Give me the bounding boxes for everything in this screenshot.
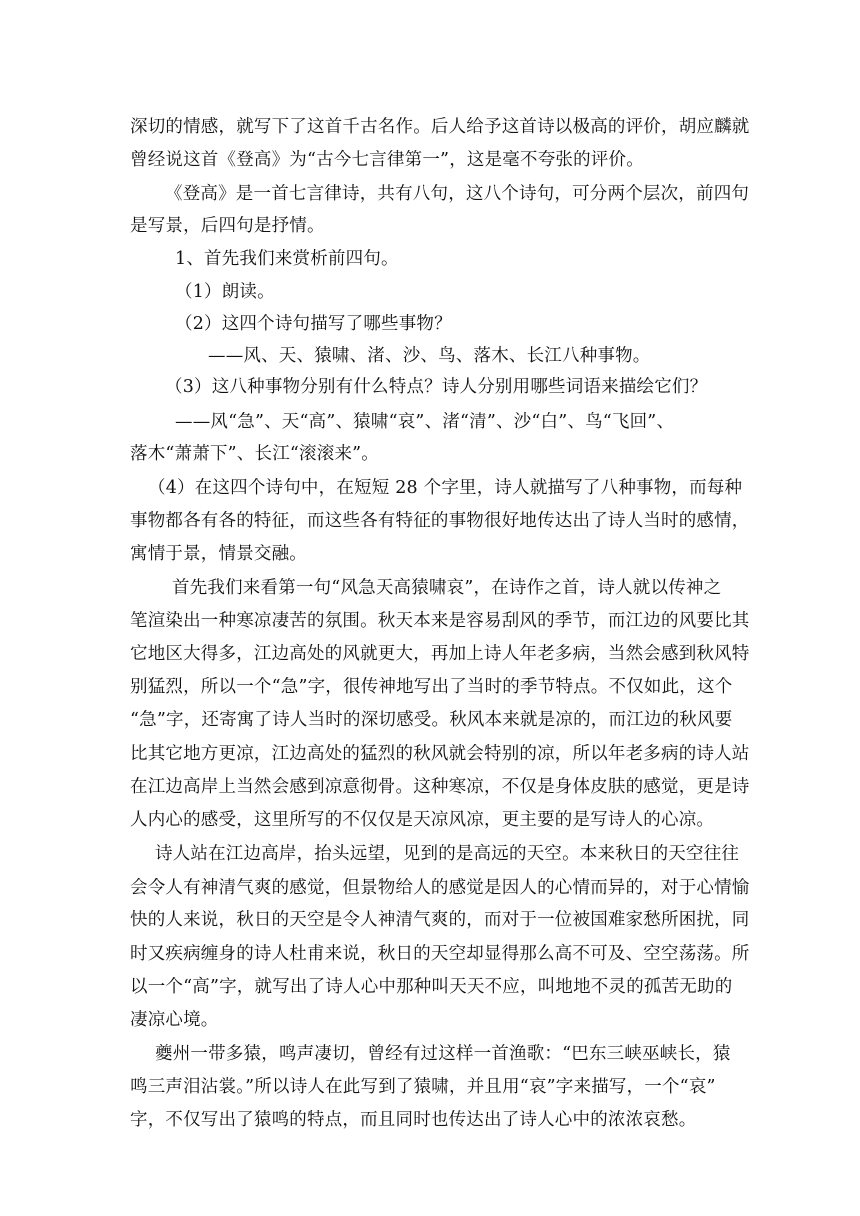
text-line: 人内心的感受，这里所写的不仅仅是天凉风凉，更主要的是写诗人的心凉。 — [130, 810, 715, 830]
text-line: 夔州一带多猿，鸣声凄切，曾经有过这样一首渔歌：“巴东三峡巫峡长，猿 — [155, 1044, 731, 1064]
text-line: 事物都各有各的特征，而这些各有特征的事物很好地传达出了诗人当时的感情， — [130, 511, 750, 531]
text-line: 会令人有神清气爽的感觉，但景物给人的感觉是因人的心情而异的，对于心情愉 — [130, 878, 750, 898]
text-line: 鸣三声泪沾裳。”所以诗人在此写到了猿啸，并且用“哀”字来描写，一个“哀” — [130, 1077, 716, 1097]
list-item: （4）在这四个诗句中，在短短 28 个字里，诗人就描写了八种事物，而每种 — [148, 478, 743, 498]
text-line: 在江边高岸上当然会感到凉意彻骨。这种寒凉，不仅是身体皮肤的感觉，更是诗 — [130, 777, 750, 797]
text-line: 深切的情感，就写下了这首千古名作。后人给予这首诗以极高的评价，胡应麟就 — [130, 117, 750, 137]
text-line: 字，不仅写出了猿鸣的特点，而且同时也传达出了诗人心中的浓浓哀愁。 — [130, 1110, 697, 1130]
text-line: 它地区大得多，江边高处的风就更大，再加上诗人年老多病，当然会感到秋风特 — [130, 644, 750, 664]
text-line: 凄凉心境。 — [130, 1010, 219, 1030]
text-line: 寓情于景，情景交融。 — [130, 544, 307, 564]
text-line: “急”字，还寄寓了诗人当时的深切感受。秋风本来就是凉的，而江边的秋风要 — [130, 710, 733, 730]
text-line: 首先我们来看第一句“风急天高猿啸哀”，在诗作之首，诗人就以传神之 — [172, 578, 722, 598]
text-line: 曾经说这首《登高》为“古今七言律第一”，这是毫不夸张的评价。 — [130, 150, 644, 170]
list-item: （2）这四个诗句描写了哪些事物？ — [175, 314, 452, 334]
list-heading: 1、首先我们来赏析前四句。 — [175, 249, 399, 269]
text-line: 以一个“高”字，就写出了诗人心中那种叫天天不应，叫地地不灵的孤苦无助的 — [130, 977, 733, 997]
answer-line: ——风、天、猿啸、渚、沙、鸟、落木、长江八种事物。 — [208, 346, 651, 366]
text-line: 笔渲染出一种寒凉凄苦的氛围。秋天本来是容易刮风的季节，而江边的风要比其 — [130, 611, 750, 631]
text-line: 比其它地方更凉，江边高处的猛烈的秋风就会特别的凉，所以年老多病的诗人站 — [130, 744, 750, 764]
list-item: （1）朗读。 — [175, 282, 275, 302]
text-line: 时又疾病缠身的诗人杜甫来说，秋日的天空却显得那么高不可及、空空荡荡。所 — [130, 944, 750, 964]
answer-line: 落木“萧萧下”、长江“滚滚来”。 — [130, 444, 379, 464]
answer-line: ——风“急”、天“高”、猿啸“哀”、渚“清”、沙“白”、鸟“飞回”、 — [175, 412, 675, 432]
text-line: 别猛烈，所以一个“急”字，很传神地写出了当时的季节特点。不仅如此，这个 — [130, 677, 733, 697]
text-line: 诗人站在江边高岸，抬头远望，见到的是高远的天空。本来秋日的天空往往 — [155, 844, 740, 864]
list-item: （3）这八种事物分别有什么特点？诗人分别用哪些词语来描绘它们？ — [165, 377, 708, 397]
text-line: 是写景，后四句是抒情。 — [130, 216, 325, 236]
text-line: 快的人来说，秋日的天空是令人神清气爽的，而对于一位被国难家愁所困扰，同 — [130, 910, 750, 930]
text-line: 《登高》是一首七言律诗，共有八句，这八个诗句，可分两个层次，前四句 — [165, 184, 750, 204]
